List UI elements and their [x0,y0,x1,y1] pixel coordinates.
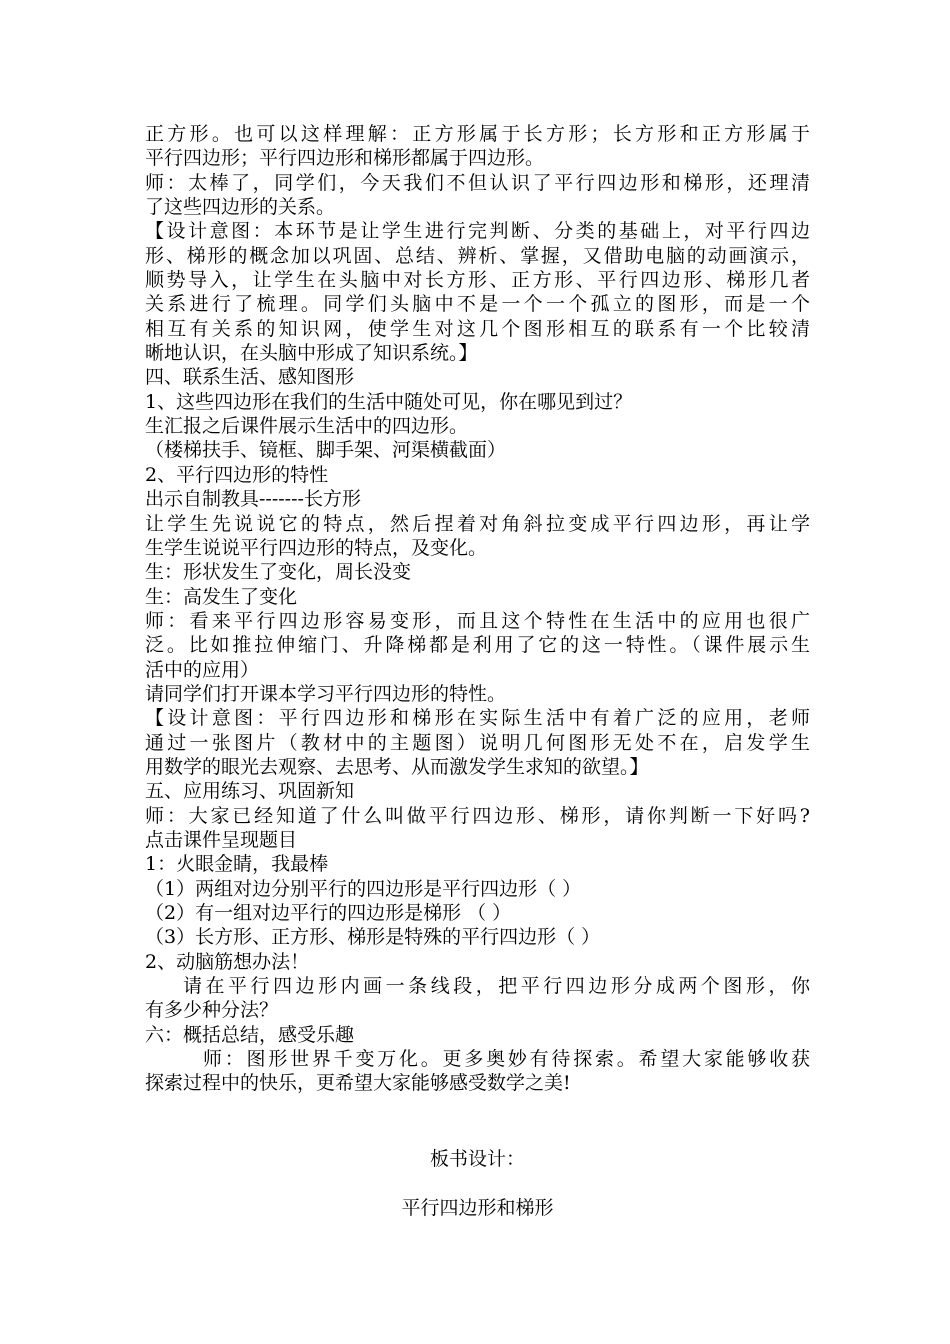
text-line: 师：图形世界千变万化。更多奥妙有待探索。希望大家能够收获 [203,1048,810,1071]
text-line: （楼梯扶手、镜框、脚手架、河渠横截面） [145,439,507,462]
text-line: 六：概括总结，感受乐趣 [145,1023,355,1046]
text-line: （1）两组对边分别平行的四边形是平行四边形（ ） [145,877,582,900]
text-line: 生：形状发生了变化，周长没变 [145,561,412,584]
text-line: 正方形。也可以这样理解：正方形属于长方形；长方形和正方形属于 [145,123,810,145]
text-line: 探索过程中的快乐，更希望大家能够感受数学之美! [145,1072,571,1095]
board-design-heading: 板书设计： [429,1148,525,1170]
text-line: 2、动脑筋想办法！ [145,950,310,973]
text-line: 师：太棒了，同学们，今天我们不但认识了平行四边形和梯形，还理清 [145,171,810,194]
text-line: 1、这些四边形在我们的生活中随处可见，你在哪见到过？ [145,390,633,413]
text-line: 相互有关系的知识网，使学生对这几个图形相互的联系有一个比较清 [145,317,810,340]
text-line: 五、应用练习、巩固新知 [145,780,355,803]
text-line: 通过一张图片（教材中的主题图）说明几何图形无处不在，启发学生 [145,731,810,754]
text-line: 点击课件呈现题目 [145,828,298,851]
text-line: 师：大家已经知道了什么叫做平行四边形、梯形，请你判断一下好吗? [145,804,810,827]
text-line: 形、梯形的概念加以巩固、总结、辨析、掌握，又借助电脑的动画演示， [145,244,810,267]
text-line: 了这些四边形的关系。 [145,196,336,219]
text-line: 生学生说说平行四边形的特点，及变化。 [145,536,488,559]
text-line: 出示自制教具-------长方形 [145,488,361,511]
text-line: 平行四边形；平行四边形和梯形都属于四边形。 [145,147,545,170]
text-line: （3）长方形、正方形、梯形是特殊的平行四边形（ ） [145,926,601,949]
text-line: 生汇报之后课件展示生活中的四边形。 [145,415,469,438]
text-line: 师：看来平行四边形容易变形，而且这个特性在生活中的应用也很广 [145,609,810,632]
text-line: 晰地认识，在头脑中形成了知识系统。】 [145,342,478,365]
text-line: 用数学的眼光去观察、去思考、从而激发学生求知的欲望。】 [145,755,649,778]
text-line: 请在平行四边形内画一条线段，把平行四边形分成两个图形，你 [183,975,810,998]
text-line: 泛。比如推拉伸缩门、升降梯都是利用了它的这一特性。（课件展示生 [145,634,810,657]
text-line: 活中的应用） [145,658,260,681]
text-line: 生：高发生了变化 [145,585,298,608]
text-line: 2、平行四边形的特性 [145,463,329,486]
text-line: 【设计意图：本环节是让学生进行完判断、分类的基础上，对平行四边 [145,220,810,243]
text-line: 顺势导入，让学生在头脑中对长方形、正方形、平行四边形、梯形几者 [145,269,810,292]
board-design-title: 平行四边形和梯形 [401,1197,554,1219]
text-line: 【设计意图：平行四边形和梯形在实际生活中有着广泛的应用，老师 [145,707,810,730]
text-line: 1：火眼金睛，我最棒 [145,853,329,876]
text-line: 让学生先说说它的特点，然后捏着对角斜拉变成平行四边形，再让学 [145,512,810,535]
document-body [145,122,810,1096]
text-line: 请同学们打开课本学习平行四边形的特性。 [145,682,507,705]
text-line: 关系进行了梳理。同学们头脑中不是一个一个孤立的图形，而是一个 [145,293,810,316]
text-line: 有多少种分法？ [145,999,279,1022]
text-line: 四、联系生活、感知图形 [145,366,355,389]
text-line: （2）有一组对边平行的四边形是梯形 （ ） [145,902,512,924]
